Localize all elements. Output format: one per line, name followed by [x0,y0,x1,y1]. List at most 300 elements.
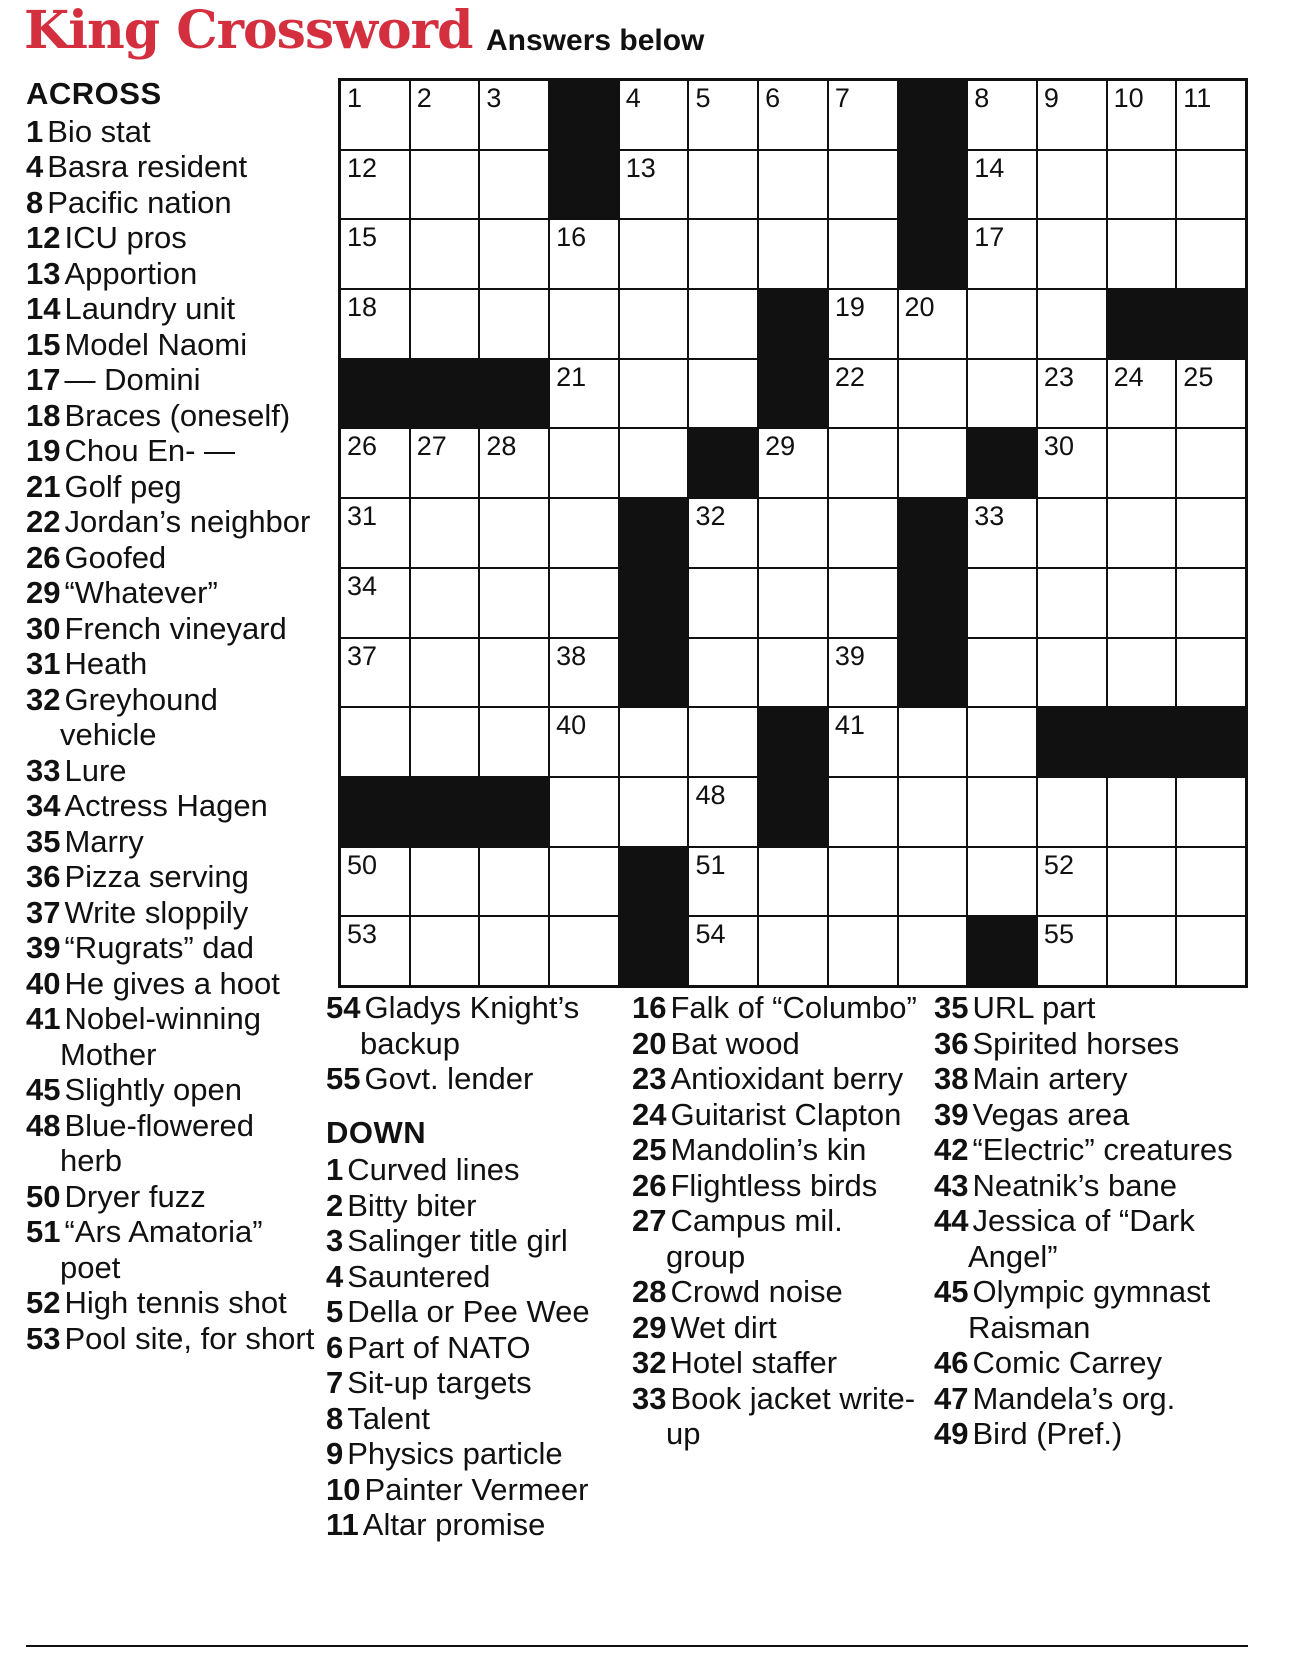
grid-cell[interactable] [620,429,688,497]
clue-text: High tennis shot [64,1285,287,1320]
grid-cell[interactable] [620,778,688,846]
clue-item [26,575,316,611]
grid-cell[interactable] [899,778,967,846]
clue-number: 2 [326,1187,344,1223]
grid-cell[interactable] [968,151,1036,219]
clue-item [934,1026,1244,1062]
clue-text: Dryer fuzz [64,1178,206,1214]
black-square [899,220,967,288]
black-square [620,639,688,707]
clue-number: 3 [326,1223,344,1258]
grid-cell[interactable] [1177,499,1245,567]
grid-cell[interactable] [829,81,897,149]
grid-cell[interactable] [1038,848,1106,916]
grid-cell[interactable] [620,151,688,219]
clue-number: 9 [326,1436,344,1471]
clue-number: 5 [326,1294,344,1329]
grid-cell[interactable] [1177,81,1245,149]
cell-number: 15 [347,222,378,253]
grid-cell[interactable] [480,499,548,567]
clue-text: Basra resident [47,149,248,184]
grid-cell[interactable] [1177,569,1245,637]
grid-cell[interactable] [1177,151,1245,219]
black-square [899,151,967,219]
grid-cell[interactable] [829,290,897,358]
black-square [1108,290,1176,358]
grid-cell[interactable] [1038,569,1106,637]
grid-cell[interactable] [341,639,409,707]
clue-item [26,114,316,150]
grid-cell[interactable] [689,499,757,567]
clue-item [934,1097,1244,1133]
grid-cell[interactable] [620,290,688,358]
grid-cell[interactable] [341,917,409,985]
clue-number: 6 [326,1329,344,1365]
grid-cell[interactable] [620,360,688,428]
black-square [899,639,967,707]
clue-number: 44 [934,1203,969,1238]
grid-cell[interactable] [1108,848,1176,916]
clue-text: “Ars Amatoria” poet [60,1214,263,1285]
grid-cell[interactable] [759,639,827,707]
clue-item [26,682,316,753]
clue-number: 52 [26,1285,61,1320]
clue-number: 53 [26,1320,61,1356]
grid-cell[interactable] [550,360,618,428]
cell-number: 27 [416,431,447,462]
clue-item [326,1365,616,1401]
grid-cell[interactable] [689,220,757,288]
grid-cell[interactable] [341,708,409,776]
grid-cell[interactable] [829,848,897,916]
grid-cell[interactable] [899,917,967,985]
black-square [689,429,757,497]
cell-number: 50 [347,849,378,880]
black-square [1108,708,1176,776]
clue-item [632,1345,922,1381]
clue-item [326,1152,616,1188]
clue-number: 39 [26,930,61,965]
clue-text: Bio stat [47,113,151,149]
cell-number: 2 [416,83,432,113]
clue-text: Apportion [64,255,198,291]
grid-cell[interactable] [1038,778,1106,846]
bottom-rule [26,1645,1248,1647]
grid-cell[interactable] [411,290,479,358]
grid-cell[interactable] [1177,639,1245,707]
clue-item [632,990,922,1026]
grid-cell[interactable] [689,569,757,637]
clue-number: 35 [26,823,61,859]
clue-text: Neatnik’s bane [972,1167,1177,1203]
clue-number: 15 [26,326,61,362]
clue-text: Guitarist Clapton [670,1096,902,1132]
grid-cell[interactable] [341,569,409,637]
grid-cell[interactable] [411,220,479,288]
black-square [899,569,967,637]
clue-number: 17 [26,362,61,397]
grid-cell[interactable] [829,778,897,846]
clue-item [934,1061,1244,1097]
black-square [411,778,479,846]
grid-cell[interactable] [829,569,897,637]
clue-item [632,1097,922,1133]
grid-cell[interactable] [1177,917,1245,985]
grid-cell[interactable] [1038,290,1106,358]
grid-cell[interactable] [620,708,688,776]
grid-cell[interactable] [480,917,548,985]
clue-text: Marry [64,823,144,859]
cell-number: 5 [695,83,711,113]
grid-cell[interactable] [899,848,967,916]
grid-cell[interactable] [341,151,409,219]
grid-cell[interactable] [689,778,757,846]
cell-number: 3 [486,83,502,113]
grid-cell[interactable] [829,151,897,219]
cell-number: 10 [1113,83,1144,113]
clue-text: URL part [972,990,1096,1025]
grid-cell[interactable] [759,499,827,567]
grid-cell[interactable] [689,151,757,219]
clue-item [26,291,316,327]
grid-cell[interactable] [899,429,967,497]
clue-item [26,1321,316,1357]
grid-cell[interactable] [550,708,618,776]
clue-item [326,1401,616,1437]
clue-number: 4 [26,149,44,184]
grid-cell[interactable] [1038,429,1106,497]
clue-item [934,1203,1244,1274]
grid-cell[interactable] [1038,499,1106,567]
grid-cell[interactable] [1108,778,1176,846]
clue-text: Crowd noise [670,1274,843,1309]
clue-number: 51 [26,1214,61,1249]
grid-cell[interactable] [550,848,618,916]
down-clues-column-3 [632,990,922,1452]
grid-cell[interactable] [968,778,1036,846]
grid-cell[interactable] [759,917,827,985]
clue-number: 25 [632,1132,667,1167]
grid-cell[interactable] [480,708,548,776]
grid-cell[interactable] [480,290,548,358]
grid-cell[interactable] [480,639,548,707]
grid-cell[interactable] [620,81,688,149]
grid-cell[interactable] [759,220,827,288]
clue-text: Campus mil. group [666,1203,843,1274]
grid-cell[interactable] [829,360,897,428]
clue-item [26,753,316,789]
clue-text: Bat wood [670,1025,800,1061]
clue-text: Altar promise [362,1507,546,1542]
grid-cell[interactable] [341,429,409,497]
grid-cell[interactable] [1177,778,1245,846]
clue-item [934,990,1244,1026]
grid-cell[interactable] [829,917,897,985]
clue-item [26,256,316,292]
black-square [480,360,548,428]
grid-cell[interactable] [899,360,967,428]
grid-cell[interactable] [1108,360,1176,428]
clue-text: Heath [64,646,148,681]
clue-number: 8 [26,184,44,220]
clue-text: Golf peg [64,468,182,504]
grid-cell[interactable] [550,499,618,567]
grid-cell[interactable] [1108,220,1176,288]
black-square [1177,290,1245,358]
grid-cell[interactable] [1108,917,1176,985]
clue-item [326,1259,616,1295]
clue-number: 34 [26,788,61,823]
clue-item [326,1507,616,1543]
grid-cell[interactable] [899,708,967,776]
grid-cell[interactable] [968,220,1036,288]
grid-cell[interactable] [1038,151,1106,219]
clue-item [632,1310,922,1346]
black-square [759,360,827,428]
grid-cell[interactable] [411,639,479,707]
grid-cell[interactable] [968,290,1036,358]
grid-cell[interactable] [968,708,1036,776]
clue-text: Part of NATO [347,1329,531,1365]
grid-cell[interactable] [689,81,757,149]
grid-cell[interactable] [689,290,757,358]
clue-text: “Rugrats” dad [64,930,255,965]
clue-text: Write sloppily [64,894,249,930]
clue-item [632,1026,922,1062]
clue-text: Main artery [972,1061,1128,1096]
grid-cell[interactable] [480,569,548,637]
grid-cell[interactable] [1038,917,1106,985]
clue-item [26,1179,316,1215]
black-square [480,778,548,846]
clue-text: Wet dirt [670,1309,777,1345]
clue-item [26,788,316,824]
grid-cell[interactable] [689,639,757,707]
grid-cell[interactable] [411,708,479,776]
grid-cell[interactable] [411,848,479,916]
grid-cell[interactable] [759,81,827,149]
grid-cell[interactable] [829,429,897,497]
grid-cell[interactable] [829,220,897,288]
grid-cell[interactable] [759,569,827,637]
clue-number: 27 [632,1203,667,1238]
grid-cell[interactable] [689,360,757,428]
clue-text: Actress Hagen [64,788,268,823]
grid-cell[interactable] [899,290,967,358]
clue-text: — Domini [64,362,201,397]
cell-number: 22 [834,361,865,392]
clue-item [26,611,316,647]
grid-cell[interactable] [550,569,618,637]
grid-cell[interactable] [1108,639,1176,707]
grid-cell[interactable] [411,429,479,497]
grid-cell[interactable] [411,499,479,567]
grid-cell[interactable] [829,499,897,567]
grid-cell[interactable] [1038,81,1106,149]
clue-number: 26 [632,1167,667,1203]
clue-item [26,504,316,540]
clue-number: 20 [632,1025,667,1061]
grid-cell[interactable] [968,848,1036,916]
clue-item [632,1061,922,1097]
clue-text: Bitty biter [347,1187,477,1223]
grid-cell[interactable] [550,429,618,497]
clue-item [326,1061,616,1097]
grid-cell[interactable] [411,569,479,637]
grid-cell[interactable] [480,220,548,288]
grid-cell[interactable] [550,639,618,707]
clue-text: Laundry unit [64,291,236,326]
cell-number: 53 [347,919,378,950]
clue-text: Bird (Pref.) [972,1416,1123,1451]
clue-number: 21 [26,468,61,504]
grid-cell[interactable] [1177,220,1245,288]
clue-text: ICU pros [64,220,187,255]
clue-number: 47 [934,1380,969,1416]
grid-cell[interactable] [1177,848,1245,916]
grid-cell[interactable] [411,151,479,219]
grid-cell[interactable] [1108,151,1176,219]
grid-cell[interactable] [689,848,757,916]
black-square [968,429,1036,497]
clue-item [326,1294,616,1330]
grid-cell[interactable] [968,499,1036,567]
cell-number: 30 [1043,431,1074,462]
grid-cell[interactable] [968,360,1036,428]
clue-text: Hotel staffer [670,1345,838,1380]
grid-cell[interactable] [1038,220,1106,288]
clue-text: Olympic gymnast Raisman [968,1274,1211,1345]
grid-cell[interactable] [1108,569,1176,637]
grid-cell[interactable] [689,708,757,776]
clue-number: 32 [26,681,61,717]
grid-cell[interactable] [1108,499,1176,567]
grid-cell[interactable] [620,220,688,288]
grid-cell[interactable] [341,499,409,567]
cell-number: 21 [556,361,587,392]
cell-number: 38 [556,640,587,671]
cell-number: 6 [765,83,781,113]
grid-cell[interactable] [759,848,827,916]
clue-text: Nobel-winning Mother [60,1001,261,1072]
clue-item [26,859,316,895]
clue-item [26,1285,316,1321]
grid-cell[interactable] [759,151,827,219]
black-square [620,848,688,916]
cell-number: 4 [625,83,641,113]
clue-number: 54 [326,990,361,1025]
cell-number: 40 [556,710,587,741]
clue-number: 49 [934,1416,969,1451]
grid-cell[interactable] [759,429,827,497]
grid-cell[interactable] [1108,81,1176,149]
grid-cell[interactable] [1108,429,1176,497]
grid-cell[interactable] [1038,360,1106,428]
grid-cell[interactable] [1038,639,1106,707]
cell-number: 18 [347,292,378,323]
grid-cell[interactable] [829,708,897,776]
clues-column-2 [326,990,616,1543]
cell-number: 29 [765,431,796,462]
clue-item [26,327,316,363]
clue-text: He gives a hoot [64,965,280,1001]
clue-number: 43 [934,1167,969,1203]
grid-cell[interactable] [411,917,479,985]
clue-item [934,1416,1244,1452]
cell-number: 14 [974,152,1005,183]
clue-item [934,1168,1244,1204]
grid-cell[interactable] [480,81,548,149]
cell-number: 16 [556,222,587,253]
grid-cell[interactable] [411,81,479,149]
clue-number: 39 [934,1096,969,1132]
grid-cell[interactable] [341,220,409,288]
grid-cell[interactable] [550,917,618,985]
black-square [759,290,827,358]
cell-number: 25 [1183,361,1214,392]
clue-number: 35 [934,990,969,1025]
grid-cell[interactable] [341,290,409,358]
clue-item [632,1203,922,1274]
grid-cell[interactable] [480,429,548,497]
clue-number: 24 [632,1096,667,1132]
clue-item [26,1072,316,1108]
clue-number: 28 [632,1274,667,1309]
clue-number: 4 [326,1258,344,1294]
clue-text: Braces (oneself) [64,397,291,433]
grid-cell[interactable] [550,290,618,358]
clue-number: 48 [26,1107,61,1143]
clue-item [632,1381,922,1452]
across-clues-column [26,76,316,1356]
grid-cell[interactable] [341,848,409,916]
black-square [968,917,1036,985]
clue-item [26,824,316,860]
grid-cell[interactable] [968,639,1036,707]
clue-number: 46 [934,1345,969,1380]
black-square [1038,708,1106,776]
grid-cell[interactable] [968,569,1036,637]
clue-item [934,1381,1244,1417]
clue-text: Lure [64,752,127,788]
clue-number: 50 [26,1178,61,1214]
clue-number: 12 [26,220,61,255]
clue-item [26,1108,316,1179]
cell-number: 11 [1183,83,1212,113]
grid-cell[interactable] [1177,360,1245,428]
grid-cell[interactable] [550,220,618,288]
grid-cell[interactable] [341,81,409,149]
grid-cell[interactable] [480,151,548,219]
grid-cell[interactable] [1177,429,1245,497]
clue-number: 41 [26,1001,61,1036]
clue-item [632,1274,922,1310]
crossword-grid [338,78,1248,988]
grid-cell[interactable] [968,81,1036,149]
grid-cell[interactable] [689,917,757,985]
cell-number: 54 [695,919,726,950]
clue-number: 36 [26,859,61,894]
clue-item [26,646,316,682]
black-square [620,499,688,567]
clue-item [632,1168,922,1204]
clue-number: 26 [26,539,61,575]
clue-number: 18 [26,397,61,433]
grid-cell[interactable] [829,639,897,707]
grid-cell[interactable] [480,848,548,916]
clue-number: 36 [934,1025,969,1061]
grid-cell[interactable] [550,778,618,846]
